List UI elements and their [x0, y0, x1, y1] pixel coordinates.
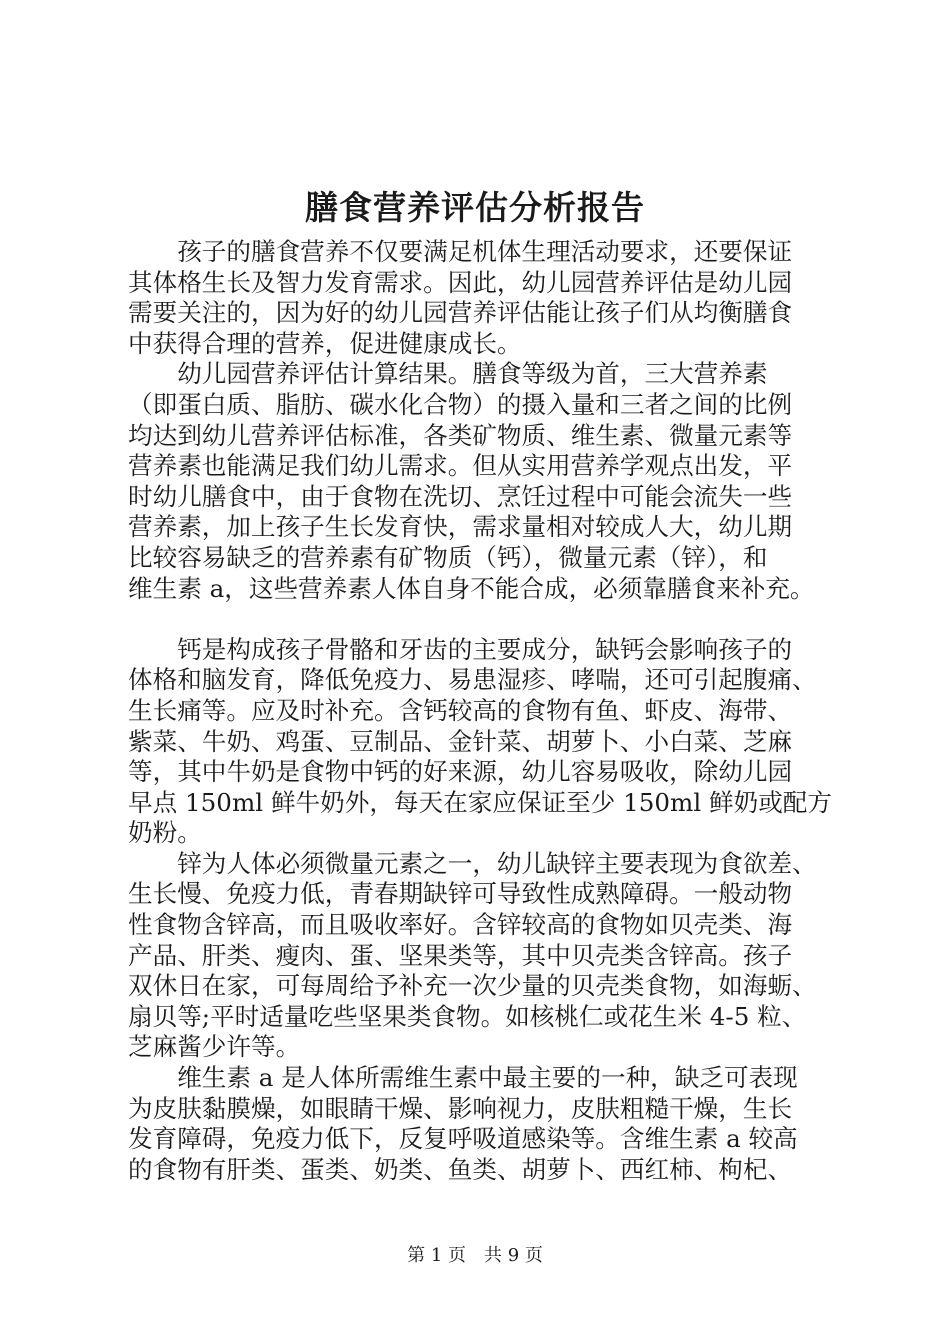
text-line: 紫菜、牛奶、鸡蛋、豆制品、金针菜、胡萝卜、小白菜、芝麻	[128, 726, 793, 756]
text-line: 需要关注的，因为好的幼儿园营养评估能让孩子们从均衡膳食	[128, 298, 793, 328]
text-line: 扇贝等;平时适量吃些坚果类食物。如核桃仁或花生米 4-5 粒、	[128, 1001, 807, 1031]
text-line: 生长慢、免疫力低，青春期缺锌可导致性成熟障碍。一般动物	[128, 879, 793, 909]
paragraph-evaluation-results	[128, 359, 850, 604]
paragraph-calcium	[128, 635, 850, 849]
text-line: 的食物有肝类、蛋类、奶类、鱼类、胡萝卜、西红柿、枸杞、	[128, 1154, 793, 1184]
paragraph-vitamin-a	[128, 1063, 850, 1185]
text-line: 钙是构成孩子骨骼和牙齿的主要成分，缺钙会影响孩子的	[128, 634, 793, 664]
text-line: 营养素，加上孩子生长发育快，需求量相对较成人大，幼儿期	[128, 512, 793, 542]
text-line: 幼儿园营养评估计算结果。膳食等级为首，三大营养素	[128, 359, 768, 389]
text-line: 维生素 a 是人体所需维生素中最主要的一种，缺乏可表现	[128, 1063, 798, 1093]
text-line: 芝麻酱少许等。	[128, 1032, 301, 1062]
text-line: 时幼儿膳食中，由于食物在洗切、烹饪过程中可能会流失一些	[128, 481, 793, 511]
text-line: 产品、肝类、瘦肉、蛋、坚果类等，其中贝壳类含锌高。孩子	[128, 940, 793, 970]
text-line: 为皮肤黏膜燥，如眼睛干燥、影响视力，皮肤粗糙干燥，生长	[128, 1093, 793, 1123]
text-line: 等，其中牛奶是食物中钙的好来源，幼儿容易吸收，除幼儿园	[128, 757, 793, 787]
text-line: 生长痛等。应及时补充。含钙较高的食物有鱼、虾皮、海带、	[128, 695, 793, 725]
text-line: 双休日在家，可每周给予补充一次少量的贝壳类食物，如海蛎、	[128, 971, 817, 1001]
text-line: 发育障碍，免疫力低下，反复呼吸道感染等。含维生素 a 较高	[128, 1124, 798, 1154]
paragraph-zinc	[128, 849, 850, 1063]
document-title: 膳食营养评估分析报告	[305, 188, 645, 227]
document-body	[128, 237, 850, 1185]
text-line: 性食物含锌高，而且吸收率好。含锌较高的食物如贝壳类、海	[128, 910, 793, 940]
text-line: 均达到幼儿营养评估标准，各类矿物质、维生素、微量元素等	[128, 420, 793, 450]
text-line: 其体格生长及智力发育需求。因此，幼儿园营养评估是幼儿园	[128, 267, 793, 297]
page-footer: 第 1 页 共 9 页	[407, 1245, 543, 1266]
text-line: 比较容易缺乏的营养素有矿物质（钙），微量元素（锌），和	[128, 542, 768, 572]
text-line: 维生素 a，这些营养素人体自身不能合成，必须靠膳食来补充。	[128, 573, 815, 603]
text-line: 奶粉。	[128, 818, 202, 848]
text-line: 体格和脑发育，降低免疫力、易患湿疹、哮喘，还可引起腹痛、	[128, 665, 817, 695]
text-line: 锌为人体必须微量元素之一，幼儿缺锌主要表现为食欲差、	[128, 848, 817, 878]
text-line: 孩子的膳食营养不仅要满足机体生理活动要求，还要保证	[128, 237, 793, 266]
text-line: （即蛋白质、脂肪、碳水化合物）的摄入量和三者之间的比例	[128, 389, 793, 419]
text-line: 早点 150ml 鲜牛奶外，每天在家应保证至少 150ml 鲜奶或配方	[128, 787, 832, 817]
text-line: 营养素也能满足我们幼儿需求。但从实用营养学观点出发，平	[128, 451, 793, 481]
text-line: 中获得合理的营养，促进健康成长。	[128, 328, 522, 358]
paragraph-intro	[128, 237, 850, 359]
